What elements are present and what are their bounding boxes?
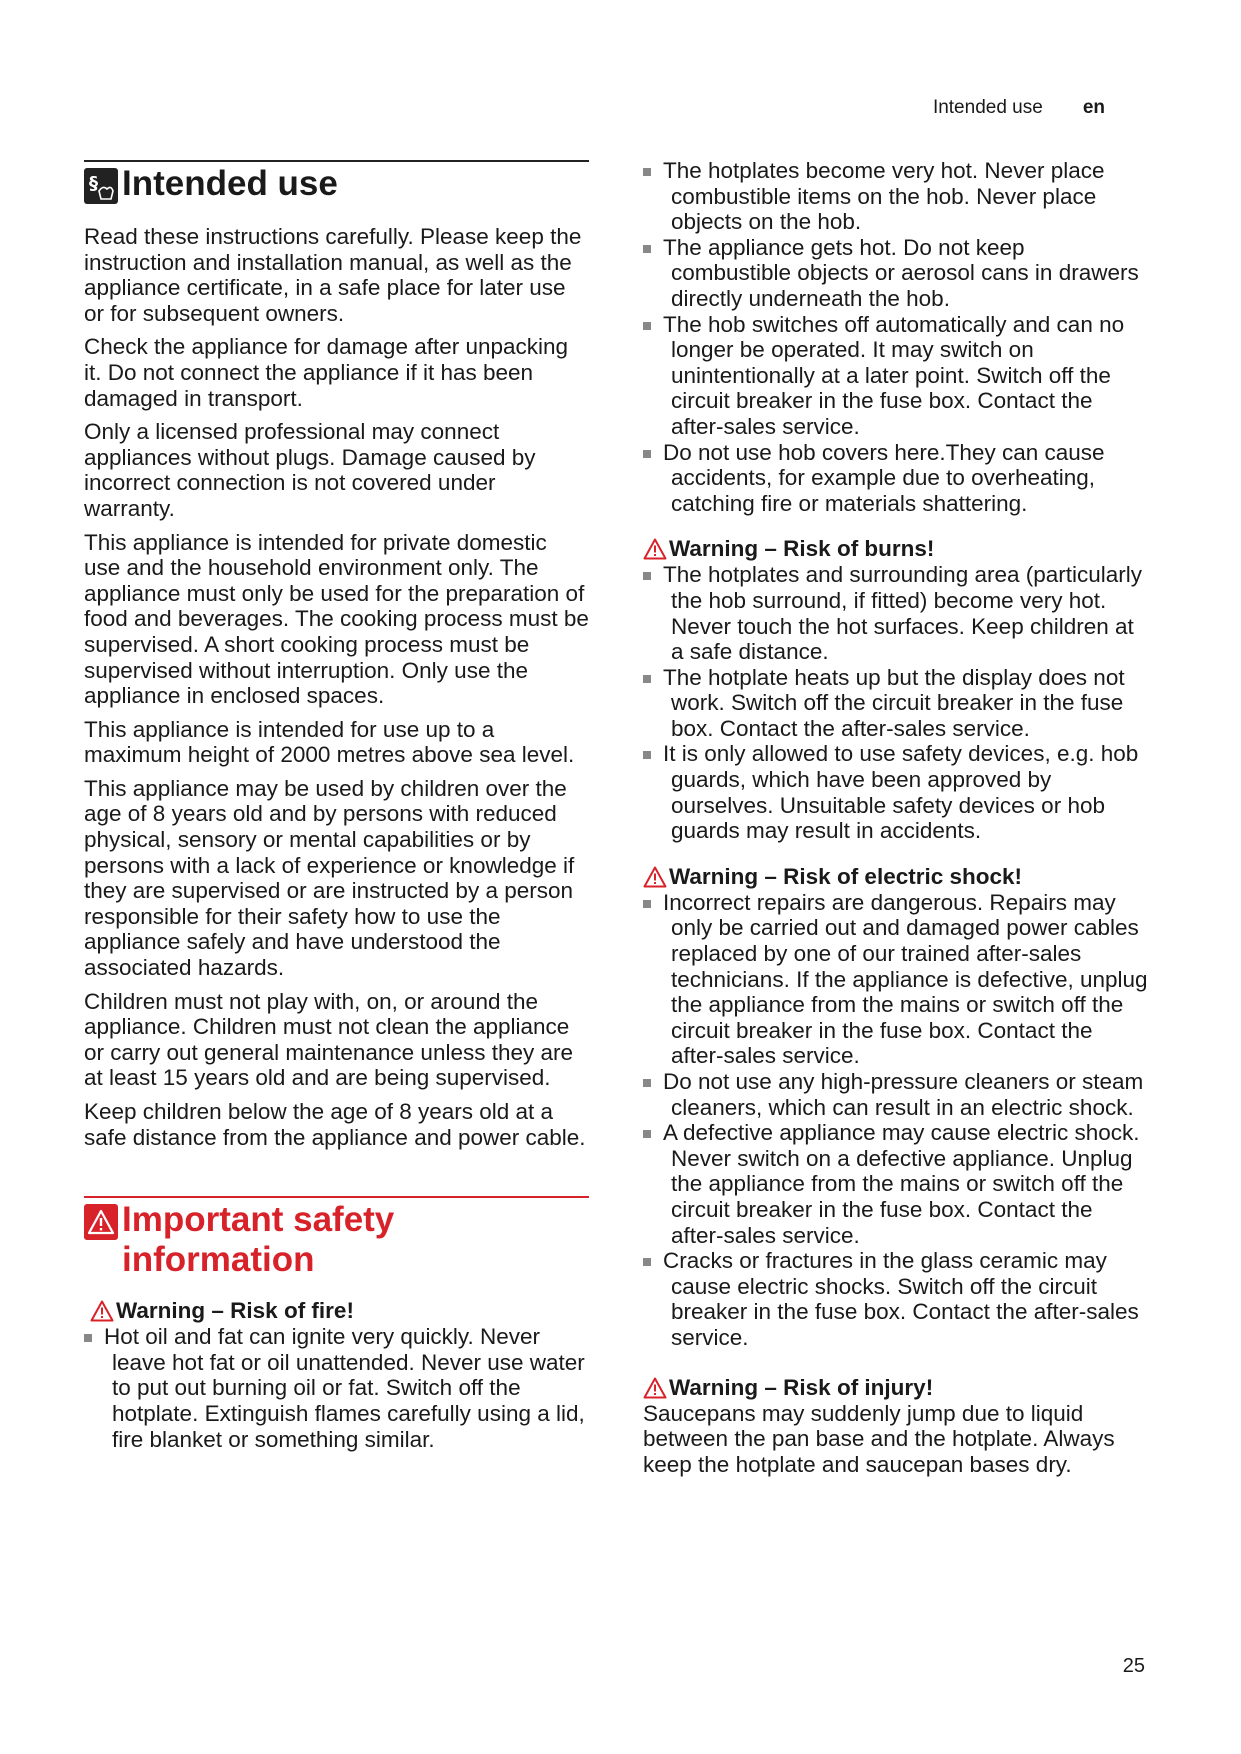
shock-warning-heading [643, 864, 1148, 890]
bullet-icon [643, 1258, 651, 1266]
paragraph: This appliance may be used by children over the age of 8 years old and by persons with reduced physical, sensory or mental capabilities or by persons with a lack of experience or knowledge if they are supervised or are instructed by a person responsible for their safety how to use the appliance safely and have understood the associated hazards. [84, 775, 575, 981]
fire-list [84, 1324, 589, 1452]
header-language: en [1082, 97, 1105, 118]
shock-warning-text: Warning – Risk of electric shock! [669, 863, 1023, 889]
safety-title-line1: Important safety [122, 1200, 395, 1240]
list-item: The hob switches off automatically and can no longer be operated. It may switch on unintentionally at a later point. Switch off the circuit breaker in the fuse box. Contact the after-sales service. [643, 312, 1148, 440]
list-item: A defective appliance may cause electric shock. Never switch on a defective appliance. Unplug the appliance from the mains or switch off the circuit breaker in the fuse box. Contact the after-sales service. [643, 1120, 1148, 1248]
paragraph: Only a licensed professional may connect appliances without plugs. Damage caused by incorrect connection is not covered under warranty. [84, 419, 536, 521]
header-section: Intended use [932, 97, 1043, 118]
bullet-icon [643, 450, 651, 458]
burns-list [643, 562, 1148, 844]
list-item: It is only allowed to use safety devices, e.g. hob guards, which have been approved by ourselves. Unsuitable safety devices or hob guards may result in accidents. [643, 741, 1148, 843]
list-item: The appliance gets hot. Do not keep combustible objects or aerosol cans in drawers directly underneath the hob. [643, 235, 1148, 312]
bullet-icon [643, 751, 651, 759]
paragraph: Keep children below the age of 8 years old at a safe distance from the appliance and power cable. [84, 1099, 586, 1150]
safety-heading [84, 1196, 589, 1280]
list-item: The hotplates become very hot. Never place combustible items on the hob. Never place objects on the hob. [643, 158, 1148, 235]
warning-triangle-icon [643, 538, 667, 560]
bullet-icon [643, 572, 651, 580]
bullet-icon [643, 1130, 651, 1138]
fire-list-continued [643, 158, 1148, 516]
injury-warning-text: Warning – Risk of injury! [669, 1374, 934, 1400]
injury-paragraph: Saucepans may suddenly jump due to liquid between the pan base and the hotplate. Always keep the hotplate and saucepan bases dry. [643, 1400, 1115, 1477]
paragraph: This appliance is intended for use up to a maximum height of 2000 metres above sea level. [84, 716, 575, 768]
left-column [84, 160, 589, 1452]
paragraph: Read these instructions carefully. Please keep the instruction and installation manual, as well as the appliance certificate, in a safe place for later use or for subsequent owners. [84, 224, 582, 326]
list-item: The hotplate heats up but the display does not work. Switch off the circuit breaker in the fuse box. Contact the after-sales service. [643, 665, 1148, 742]
page-title: Intended use [122, 164, 338, 203]
bullet-icon [643, 1079, 651, 1087]
injury-warning-heading [643, 1375, 1148, 1401]
bullet-icon [84, 1334, 92, 1342]
bullet-icon [643, 245, 651, 253]
warning-icon [84, 1204, 118, 1240]
page-number: 25 [1122, 1655, 1145, 1677]
list-item: Do not use any high-pressure cleaners or steam cleaners, which can result in an electric shock. [643, 1069, 1148, 1120]
paragraph: Children must not play with, on, or around the appliance. Children must not clean the appliance or carry out general maintenance unless they are at least 15 years old and are being supervised. [84, 988, 574, 1091]
paragraph: This appliance is intended for private domestic use and the household environment only. The appliance must only be used for the preparation of food and beverages. The cooking process must be supervised. A short cooking process must be supervised without interruption. Only use the appliance in enclosed spaces. [84, 529, 589, 709]
fire-warning-text: Warning – Risk of fire! [116, 1298, 354, 1324]
burns-warning-heading [643, 536, 1148, 562]
list-item: Do not use hob covers here.They can cause accidents, for example due to overheating, catching fire or materials shattering. [643, 440, 1148, 517]
paragraph-hand-icon [84, 168, 118, 204]
bullet-icon [643, 322, 651, 330]
svg-text:§: § [89, 173, 98, 194]
list-item: Incorrect repairs are dangerous. Repairs may only be carried out and damaged power cables replaced by one of our trained after-sales technicians. If the appliance is defective, unplug the appliance from the mains or switch off the circuit breaker in the fuse box. Contact the after-sales service. [643, 890, 1148, 1069]
fire-warning-heading [84, 1298, 589, 1324]
list-item: Hot oil and fat can ignite very quickly. Never leave hot fat or oil unattended. Never use water to put out burning oil or fat. Switch off the hotplate. Extinguish flames carefully using a lid, fire blanket or something similar. [84, 1324, 589, 1452]
shock-list [643, 890, 1148, 1351]
safety-title-line2: information [122, 1240, 315, 1280]
running-header [933, 97, 1105, 119]
list-item: The hotplates and surrounding area (particularly the hob surround, if fitted) become very hot. Never touch the hot surfaces. Keep children at a safe distance. [643, 562, 1148, 664]
warning-triangle-icon [643, 1377, 667, 1399]
burns-warning-text: Warning – Risk of burns! [669, 536, 935, 562]
bullet-icon [643, 675, 651, 683]
bullet-icon [643, 900, 651, 908]
paragraph: Check the appliance for damage after unpacking it. Do not connect the appliance if it has been damaged in transport. [84, 334, 569, 411]
warning-triangle-icon [90, 1300, 114, 1322]
intended-use-heading [84, 160, 589, 204]
list-item: Cracks or fractures in the glass ceramic may cause electric shocks. Switch off the circuit breaker in the fuse box. Contact the after-sales service. [643, 1248, 1148, 1350]
warning-triangle-icon [643, 866, 667, 888]
right-column [643, 158, 1148, 1477]
bullet-icon [643, 168, 651, 176]
